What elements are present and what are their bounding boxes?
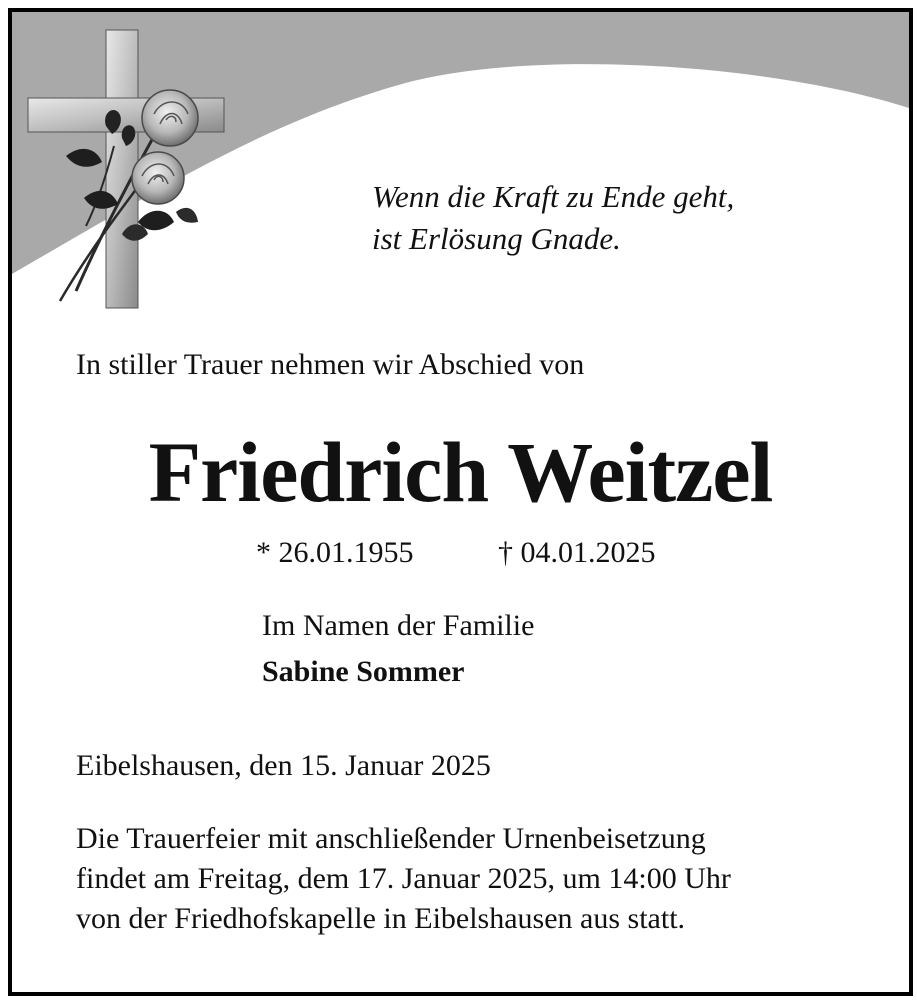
cross-with-roses-icon — [26, 26, 226, 311]
service-line-3: von der Friedhofskapelle in Eibelshausen aus statt. — [76, 902, 686, 935]
service-line-2: findet am Freitag, dem 17. Januar 2025, um 14:00 Uhr — [76, 862, 731, 895]
motto-line-1: Wenn die Kraft zu Ende geht, — [372, 179, 735, 214]
obituary-notice — [8, 8, 913, 996]
motto-line-2: ist Erlösung Gnade. — [372, 221, 621, 256]
service-details — [76, 819, 731, 939]
birth-date: * 26.01.1955 — [256, 536, 414, 569]
deceased-name: Friedrich Weitzel — [148, 424, 773, 520]
death-date: † 04.01.2025 — [498, 536, 656, 569]
place-and-date: Eibelshausen, den 15. Januar 2025 — [76, 749, 491, 782]
intro-text: In stiller Trauer nehmen wir Abschied von — [76, 348, 585, 381]
motto-quote — [372, 176, 872, 260]
service-line-1: Die Trauerfeier mit anschließender Urnenbeisetzung — [76, 822, 706, 855]
family-line: Im Namen der Familie — [262, 609, 535, 642]
signer-name: Sabine Sommer — [262, 655, 465, 688]
